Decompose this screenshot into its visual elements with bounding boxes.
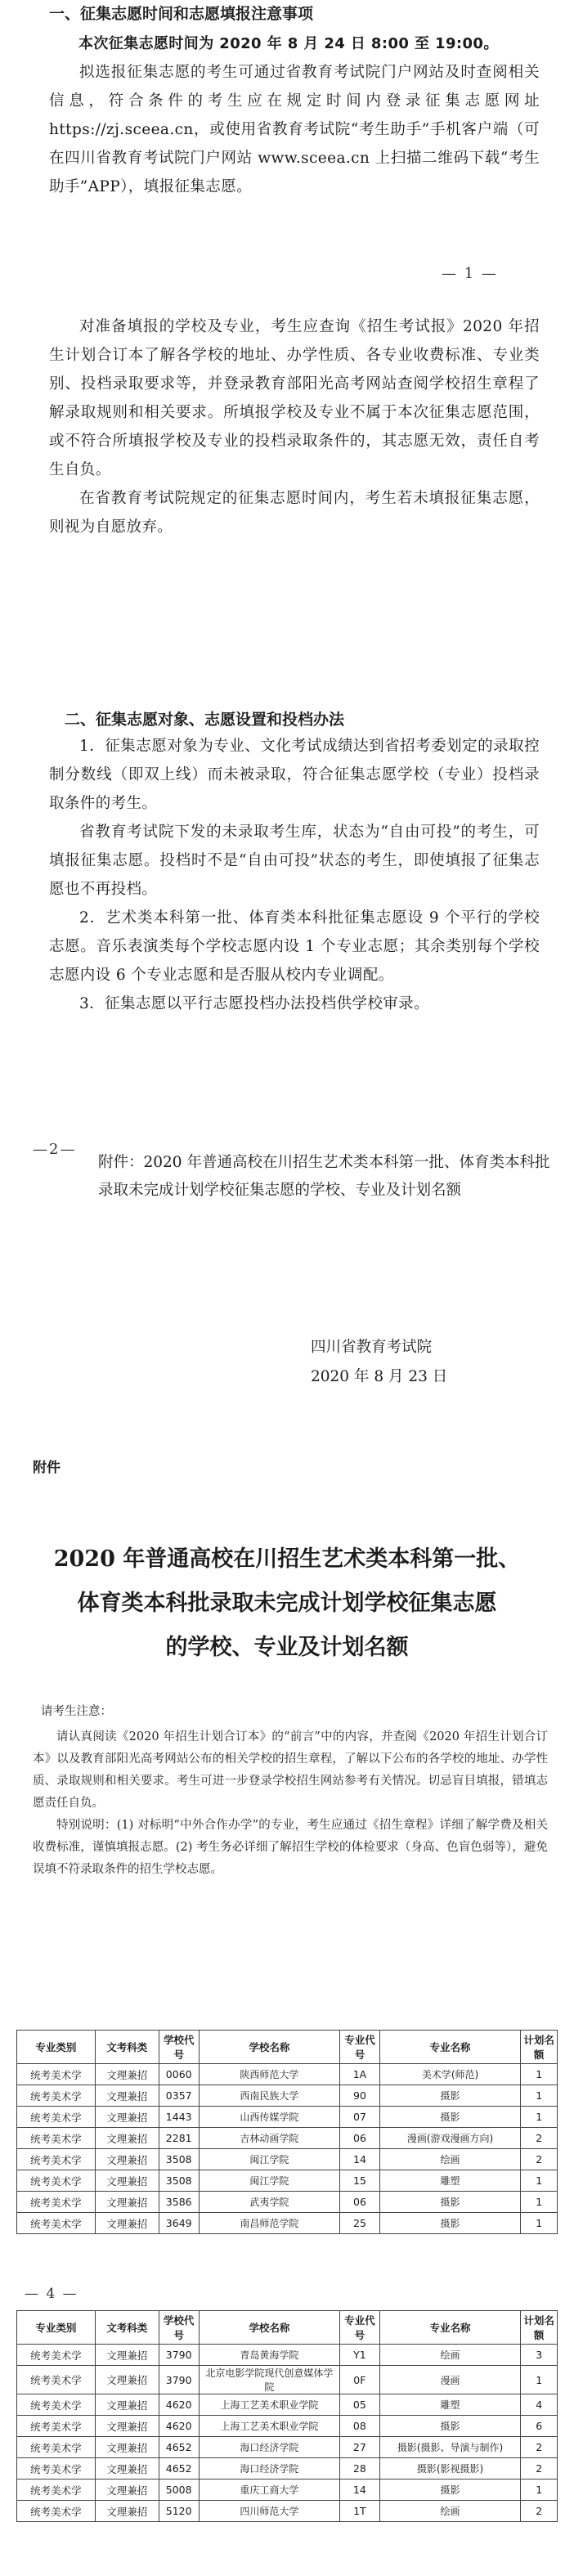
table-row <box>17 2149 558 2170</box>
attachment-title <box>25 1537 549 1670</box>
section-1-paragraph-2: 对准备填报的学校及专业，考生应查询《招生考试报》2020 年招生计划合订本了解各学校的地址、办学性质、各专业收费标准、专业类别、投档录取要求等，并登录教育部阳光高考网站查阅学校招生章程了解录取规则和相关要求。所填报学校及专业不属于本次征集志愿范围，或不符合所填报学校及专业的投档录取条件的，其志愿无效，责任自考生自负。 <box>49 318 540 478</box>
cell-category: 统考美术学 <box>17 2213 96 2234</box>
cell-major-code: 06 <box>340 2128 380 2149</box>
col-header-school-code: 学校代号 <box>159 2031 199 2064</box>
table-row <box>17 2107 558 2128</box>
cell-major-name: 摄影(摄影、导演与制作) <box>379 2437 521 2458</box>
cell-quota: 2 <box>521 2128 558 2149</box>
cell-subject: 文理兼招 <box>95 2437 159 2458</box>
section-2-item-3: 3．征集志愿以平行志愿投档办法投档供学校审录。 <box>79 995 429 1012</box>
cell-school-name: 吉林动画学院 <box>199 2128 340 2149</box>
table-row <box>17 2501 558 2522</box>
attachment-title-line-1: 2020 年普通高校在川招生艺术类本科第一批、 <box>53 1546 521 1572</box>
table-row <box>17 2366 558 2394</box>
col-header-quota: 计划名额 <box>521 2031 558 2064</box>
cell-category: 统考美术学 <box>17 2394 96 2416</box>
cell-major-code: 06 <box>340 2192 380 2213</box>
cell-category: 统考美术学 <box>17 2064 96 2085</box>
page-number-1: — 1 — <box>442 265 498 282</box>
cell-quota: 3 <box>521 2345 558 2366</box>
table-row <box>17 2085 558 2107</box>
notes-lead: 请考生注意： <box>41 1705 112 1718</box>
cell-school-code: 3790 <box>159 2345 199 2366</box>
cell-major-code: Y1 <box>340 2345 380 2366</box>
page-number-2: —2— <box>33 1141 77 1158</box>
cell-school-code: 5008 <box>159 2480 199 2501</box>
cell-category: 统考美术学 <box>17 2107 96 2128</box>
cell-school-name: 重庆工商大学 <box>199 2480 340 2501</box>
cell-major-name: 绘画 <box>379 2345 521 2366</box>
cell-school-code: 5120 <box>159 2501 199 2522</box>
cell-category: 统考美术学 <box>17 2501 96 2522</box>
cell-major-name: 摄影 <box>379 2085 521 2107</box>
section-1-heading: 一、征集志愿时间和志愿填报注意事项 <box>49 5 314 23</box>
attachment-title-line-2: 体育类本科批录取未完成计划学校征集志愿 <box>77 1591 497 1616</box>
notes-block <box>33 1701 548 1881</box>
table-header-row <box>17 2311 558 2345</box>
cell-major-name: 摄影(影视摄影) <box>379 2458 521 2480</box>
cell-school-code: 0357 <box>159 2085 199 2107</box>
cell-major-code: 14 <box>340 2149 380 2170</box>
plan-table-1 <box>16 2030 558 2234</box>
cell-school-name: 南昌师范学院 <box>199 2213 340 2234</box>
cell-major-name: 绘画 <box>379 2149 521 2170</box>
table-row <box>17 2394 558 2416</box>
cell-school-name: 海口经济学院 <box>199 2458 340 2480</box>
cell-major-name: 摄影 <box>379 2107 521 2128</box>
cell-subject: 文理兼招 <box>95 2394 159 2416</box>
col-header-major-name: 专业名称 <box>379 2031 521 2064</box>
cell-subject: 文理兼招 <box>95 2416 159 2437</box>
col-header-category: 专业类别 <box>17 2031 96 2064</box>
cell-school-code: 4652 <box>159 2458 199 2480</box>
cell-school-code: 2281 <box>159 2128 199 2149</box>
table-row <box>17 2345 558 2366</box>
cell-major-name: 美术学(师范) <box>379 2064 521 2085</box>
cell-quota: 1 <box>521 2480 558 2501</box>
col-header-major-code: 专业代号 <box>340 2031 380 2064</box>
col-header-subject: 文考科类 <box>95 2311 159 2345</box>
cell-school-name: 北京电影学院现代创意媒体学院 <box>199 2366 340 2394</box>
deadline-line: 本次征集志愿时间为 2020 年 8 月 24 日 8:00 至 19:00。 <box>78 35 499 52</box>
notes-paragraph-2: 特别说明：(1) 对标明“中外合作办学”的专业，考生应通过《招生章程》详细了解学费及相关收费标准，谨慎填报志愿。(2) 考生务必详细了解招生学校的体检要求（身高、色盲色弱等），避免误填不符录取条件的招生学校志愿。 <box>33 1819 548 1876</box>
cell-category: 统考美术学 <box>17 2480 96 2501</box>
col-header-school-name: 学校名称 <box>199 2031 340 2064</box>
cell-major-code: 05 <box>340 2394 380 2416</box>
cell-major-code: 27 <box>340 2437 380 2458</box>
cell-subject: 文理兼招 <box>95 2366 159 2394</box>
cell-quota: 1 <box>521 2192 558 2213</box>
cell-major-name: 绘画 <box>379 2501 521 2522</box>
cell-category: 统考美术学 <box>17 2437 96 2458</box>
cell-quota: 6 <box>521 2416 558 2437</box>
cell-major-code: 28 <box>340 2458 380 2480</box>
cell-major-code: 0F <box>340 2366 380 2394</box>
col-header-school-name: 学校名称 <box>199 2311 340 2345</box>
cell-subject: 文理兼招 <box>95 2107 159 2128</box>
cell-subject: 文理兼招 <box>95 2458 159 2480</box>
cell-quota: 1 <box>521 2213 558 2234</box>
table-row <box>17 2458 558 2480</box>
cell-major-code: 25 <box>340 2213 380 2234</box>
cell-school-code: 4652 <box>159 2437 199 2458</box>
cell-quota: 2 <box>521 2149 558 2170</box>
cell-school-code: 3790 <box>159 2366 199 2394</box>
cell-quota: 2 <box>521 2437 558 2458</box>
section-2-item-1: 1．征集志愿对象为专业、文化考试成绩达到省招考委划定的录取控制分数线（即双上线）而未被录取，符合征集志愿学校（专业）投档录取条件的考生。 <box>49 738 540 812</box>
col-header-quota: 计划名额 <box>521 2311 558 2345</box>
cell-major-name: 摄影 <box>379 2213 521 2234</box>
cell-major-code: 15 <box>340 2170 380 2192</box>
section-2-item-1b: 省教育考试院下发的未录取考生库，状态为“自由可投”的考生，可填报征集志愿。投档时不是“自由可投”状态的考生，即使填报了征集志愿也不再投档。 <box>49 824 540 898</box>
cell-school-name: 四川师范大学 <box>199 2501 340 2522</box>
cell-subject: 文理兼招 <box>95 2345 159 2366</box>
cell-category: 统考美术学 <box>17 2416 96 2437</box>
section-2-item-2: 2．艺术类本科第一批、体育类本科批征集志愿设 9 个平行的学校志愿。音乐表演类每个学校志愿内设 1 个专业志愿；其余类别每个学校志愿内设 6 个专业志愿和是否服从校内专业调配。 <box>49 909 540 984</box>
cell-major-name: 雕塑 <box>379 2394 521 2416</box>
cell-school-code: 4620 <box>159 2394 199 2416</box>
cell-school-code: 3586 <box>159 2192 199 2213</box>
cell-category: 统考美术学 <box>17 2192 96 2213</box>
cell-quota: 1 <box>521 2170 558 2192</box>
table-header-row <box>17 2031 558 2064</box>
cell-subject: 文理兼招 <box>95 2213 159 2234</box>
cell-major-code: 90 <box>340 2085 380 2107</box>
cell-subject: 文理兼招 <box>95 2149 159 2170</box>
section-1 <box>49 2 540 201</box>
col-header-category: 专业类别 <box>17 2311 96 2345</box>
cell-category: 统考美术学 <box>17 2345 96 2366</box>
table-row <box>17 2170 558 2192</box>
cell-subject: 文理兼招 <box>95 2170 159 2192</box>
cell-subject: 文理兼招 <box>95 2480 159 2501</box>
cell-major-name: 摄影 <box>379 2480 521 2501</box>
cell-category: 统考美术学 <box>17 2458 96 2480</box>
col-header-subject: 文考科类 <box>95 2031 159 2064</box>
col-header-school-code: 学校代号 <box>159 2311 199 2345</box>
cell-school-name: 闽江学院 <box>199 2170 340 2192</box>
cell-category: 统考美术学 <box>17 2170 96 2192</box>
cell-major-code: 14 <box>340 2480 380 2501</box>
cell-school-name: 上海工艺美术职业学院 <box>199 2394 340 2416</box>
cell-quota: 4 <box>521 2394 558 2416</box>
signature-org: 四川省教育考试院 <box>311 1339 433 1356</box>
cell-major-code: 1T <box>340 2501 380 2522</box>
cell-school-code: 4620 <box>159 2416 199 2437</box>
table-row <box>17 2437 558 2458</box>
cell-school-name: 青岛黄海学院 <box>199 2345 340 2366</box>
table-row <box>17 2192 558 2213</box>
section-2-heading: 二、征集志愿对象、志愿设置和投档办法 <box>65 711 345 729</box>
cell-school-code: 3508 <box>159 2170 199 2192</box>
table-row <box>17 2064 558 2085</box>
cell-major-name: 摄影 <box>379 2416 521 2437</box>
cell-subject: 文理兼招 <box>95 2192 159 2213</box>
cell-category: 统考美术学 <box>17 2149 96 2170</box>
notes-paragraph-1: 请认真阅读《2020 年招生计划合订本》的“前言”中的内容，并查阅《2020 年招生计划合订本》以及教育部阳光高考网站公布的相关学校的招生章程，了解以下公布的各学校的地址、办学性质、录取规则和相关要求。考生可进一步登录学校招生网站参考有关情况。切忌盲目填报，错填志愿责任自负。 <box>33 1730 548 1810</box>
cell-quota: 1 <box>521 2064 558 2085</box>
cell-subject: 文理兼招 <box>95 2064 159 2085</box>
cell-major-name: 雕塑 <box>379 2170 521 2192</box>
section-1-continued <box>49 312 540 541</box>
cell-school-name: 陕西师范大学 <box>199 2064 340 2085</box>
cell-school-code: 3508 <box>159 2149 199 2170</box>
cell-school-code: 0060 <box>159 2064 199 2085</box>
cell-major-name: 漫画(游戏漫画方向) <box>379 2128 521 2149</box>
col-header-major-code: 专业代号 <box>340 2311 380 2345</box>
section-2 <box>49 707 540 1018</box>
section-1-paragraph-1: 拟选报征集志愿的考生可通过省教育考试院门户网站及时查阅相关信息，符合条件的考生应在规定时间内登录征集志愿网址 https://zj.sceea.cn，或使用省教育考试院“考生助手”手机客户端（可在四川省教育考试院门户网站 www.sceea.cn 上扫描二维码下载“考生助手”APP），填报征集志愿。 <box>49 64 540 195</box>
cell-major-name: 漫画 <box>379 2366 521 2394</box>
cell-school-name: 山西传媒学院 <box>199 2107 340 2128</box>
cell-category: 统考美术学 <box>17 2085 96 2107</box>
cell-school-name: 武夷学院 <box>199 2192 340 2213</box>
attachment-label: 附件 <box>33 1460 61 1476</box>
signature-date: 2020 年 8 月 23 日 <box>311 1368 448 1385</box>
cell-school-name: 上海工艺美术职业学院 <box>199 2416 340 2437</box>
cell-category: 统考美术学 <box>17 2128 96 2149</box>
cell-major-name: 摄影 <box>379 2192 521 2213</box>
cell-subject: 文理兼招 <box>95 2501 159 2522</box>
cell-major-code: 07 <box>340 2107 380 2128</box>
attachment-title-line-3: 的学校、专业及计划名额 <box>165 1635 409 1660</box>
table-row <box>17 2128 558 2149</box>
attachment-note: 附件：2020 年普通高校在川招生艺术类本科第一批、体育类本科批录取未完成计划学校征集志愿的学校、专业及计划名额 <box>98 1154 550 1199</box>
col-header-major-name: 专业名称 <box>379 2311 521 2345</box>
cell-quota: 2 <box>521 2501 558 2522</box>
cell-quota: 1 <box>521 2107 558 2128</box>
cell-quota: 2 <box>521 2458 558 2480</box>
cell-category: 统考美术学 <box>17 2366 96 2394</box>
plan-table-2 <box>16 2310 558 2522</box>
cell-school-name: 闽江学院 <box>199 2149 340 2170</box>
cell-major-code: 1A <box>340 2064 380 2085</box>
cell-school-name: 海口经济学院 <box>199 2437 340 2458</box>
cell-school-code: 1443 <box>159 2107 199 2128</box>
table-row <box>17 2416 558 2437</box>
signature-block <box>311 1333 447 1392</box>
cell-quota: 1 <box>521 2085 558 2107</box>
page-number-4: — 4 — <box>25 2286 78 2302</box>
table-row <box>17 2213 558 2234</box>
cell-subject: 文理兼招 <box>95 2085 159 2107</box>
cell-subject: 文理兼招 <box>95 2128 159 2149</box>
cell-major-code: 08 <box>340 2416 380 2437</box>
cell-school-name: 西南民族大学 <box>199 2085 340 2107</box>
table-row <box>17 2480 558 2501</box>
cell-quota: 1 <box>521 2366 558 2394</box>
cell-school-code: 3649 <box>159 2213 199 2234</box>
section-1-paragraph-3: 在省教育考试院规定的征集志愿时间内，考生若未填报征集志愿，则视为自愿放弃。 <box>49 490 540 536</box>
